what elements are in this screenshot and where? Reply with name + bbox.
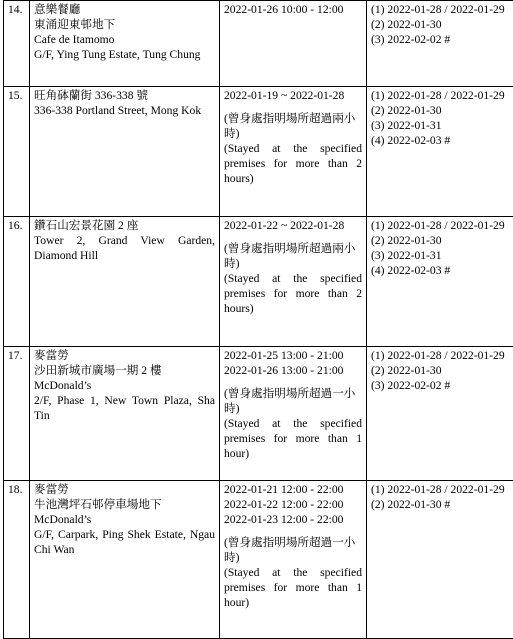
- test-date-cell: [367, 217, 513, 347]
- row-number-cell: [4, 347, 30, 481]
- row-number-cell: [4, 217, 30, 347]
- visit-date-cell: [220, 1, 367, 87]
- compulsory-test-date: (4) 2022-02-03 #: [371, 263, 513, 278]
- row-number: 17.: [8, 349, 23, 362]
- compulsory-test-date: (1) 2022-01-28 / 2022-01-29: [371, 88, 513, 103]
- table-row: [4, 87, 513, 217]
- visit-date-time: 2022-01-21 12:00 - 22:00: [224, 482, 362, 497]
- compulsory-test-date: (4) 2022-02-03 #: [371, 133, 513, 148]
- venue-address-english: 2/F, Phase 1, New Town Plaza, Sha Tin: [34, 393, 215, 423]
- visit-date-time: 2022-01-23 12:00 - 22:00: [224, 512, 362, 527]
- venue-name-chinese: 旺角砵蘭街 336-338 號: [34, 88, 215, 103]
- venue-table-body: [4, 1, 513, 639]
- compulsory-test-date: (1) 2022-01-28 / 2022-01-29: [371, 482, 513, 497]
- venue-cell: [30, 481, 220, 639]
- visit-date-time: 2022-01-19 ~ 2022-01-28: [224, 88, 362, 103]
- row-number: 16.: [8, 219, 23, 232]
- venue-name-chinese: 沙田新城市廣場一期 2 樓: [34, 363, 215, 378]
- compulsory-test-date: (3) 2022-02-02 #: [371, 378, 513, 393]
- venue-table: [3, 0, 513, 639]
- venue-name-chinese: 鑽石山宏景花園 2 座: [34, 218, 215, 233]
- row-number-cell: [4, 481, 30, 639]
- table-row: [4, 481, 513, 639]
- compulsory-test-date: (3) 2022-02-02 #: [371, 32, 513, 47]
- test-date-cell: [367, 1, 513, 87]
- venue-cell: [30, 347, 220, 481]
- compulsory-test-date: (1) 2022-01-28 / 2022-01-29: [371, 218, 513, 233]
- visit-date-cell: [220, 217, 367, 347]
- row-number: 15.: [8, 89, 23, 102]
- venue-cell: [30, 217, 220, 347]
- visit-date-time: 2022-01-25 13:00 - 21:00: [224, 348, 362, 363]
- stay-note-chinese: (曾身處指明場所超過一小時): [224, 386, 362, 416]
- venue-name-english: McDonald’s: [34, 512, 215, 527]
- venue-address-english: 336-338 Portland Street, Mong Kok: [34, 103, 215, 118]
- venue-name-english: Cafe de Itamomo: [34, 32, 215, 47]
- compulsory-test-date: (2) 2022-01-30: [371, 363, 513, 378]
- venue-name-chinese: 東涌迎東邨地下: [34, 17, 215, 32]
- stay-note-english: (Stayed at the specified premises for more than 2 hours): [224, 271, 362, 331]
- table-row: [4, 217, 513, 347]
- stay-note-english: (Stayed at the specified premises for more than 2 hours): [224, 141, 362, 201]
- test-date-cell: [367, 481, 513, 639]
- stay-note-chinese: (曾身處指明場所超過一小時): [224, 535, 362, 565]
- stay-note-english: (Stayed at the specified premises for more than 1 hour): [224, 416, 362, 476]
- table-row: [4, 1, 513, 87]
- venue-name-chinese: 牛池灣坪石邨停車場地下: [34, 497, 215, 512]
- compulsory-test-date: (1) 2022-01-28 / 2022-01-29: [371, 348, 513, 363]
- visit-date-cell: [220, 87, 367, 217]
- venue-cell: [30, 1, 220, 87]
- visit-date-cell: [220, 481, 367, 639]
- visit-date-time: 2022-01-22 ~ 2022-01-28: [224, 218, 362, 233]
- stay-note-english: (Stayed at the specified premises for more than 1 hour): [224, 565, 362, 625]
- venue-name-chinese: 意樂餐廳: [34, 2, 215, 17]
- compulsory-test-date: (2) 2022-01-30: [371, 233, 513, 248]
- row-number-cell: [4, 1, 30, 87]
- table-row: [4, 347, 513, 481]
- spacer: [224, 103, 362, 111]
- stay-note-chinese: (曾身處指明場所超過兩小時): [224, 241, 362, 271]
- spacer: [224, 233, 362, 241]
- visit-date-time: 2022-01-22 12:00 - 22:00: [224, 497, 362, 512]
- row-number-cell: [4, 87, 30, 217]
- compulsory-test-date: (2) 2022-01-30: [371, 103, 513, 118]
- test-date-cell: [367, 347, 513, 481]
- compulsory-test-date: (3) 2022-01-31: [371, 248, 513, 263]
- spacer: [224, 527, 362, 535]
- visit-date-cell: [220, 347, 367, 481]
- visit-date-time: 2022-01-26 13:00 - 21:00: [224, 363, 362, 378]
- test-date-cell: [367, 87, 513, 217]
- venue-name-chinese: 麥當勞: [34, 482, 215, 497]
- spacer: [224, 378, 362, 386]
- compulsory-test-date: (2) 2022-01-30 #: [371, 497, 513, 512]
- visit-date-time: 2022-01-26 10:00 - 12:00: [224, 2, 362, 17]
- venue-name-chinese: 麥當勞: [34, 348, 215, 363]
- compulsory-test-date: (1) 2022-01-28 / 2022-01-29: [371, 2, 513, 17]
- venue-address-english: G/F, Ying Tung Estate, Tung Chung: [34, 47, 215, 62]
- venue-cell: [30, 87, 220, 217]
- row-number: 14.: [8, 3, 23, 16]
- compulsory-test-date: (3) 2022-01-31: [371, 118, 513, 133]
- venue-name-english: McDonald’s: [34, 378, 215, 393]
- compulsory-test-date: (2) 2022-01-30: [371, 17, 513, 32]
- row-number: 18.: [8, 483, 23, 496]
- venue-address-english: G/F, Carpark, Ping Shek Estate, Ngau Chi Wan: [34, 527, 215, 557]
- venue-address-english: Tower 2, Grand View Garden, Diamond Hill: [34, 233, 215, 263]
- stay-note-chinese: (曾身處指明場所超過兩小時): [224, 111, 362, 141]
